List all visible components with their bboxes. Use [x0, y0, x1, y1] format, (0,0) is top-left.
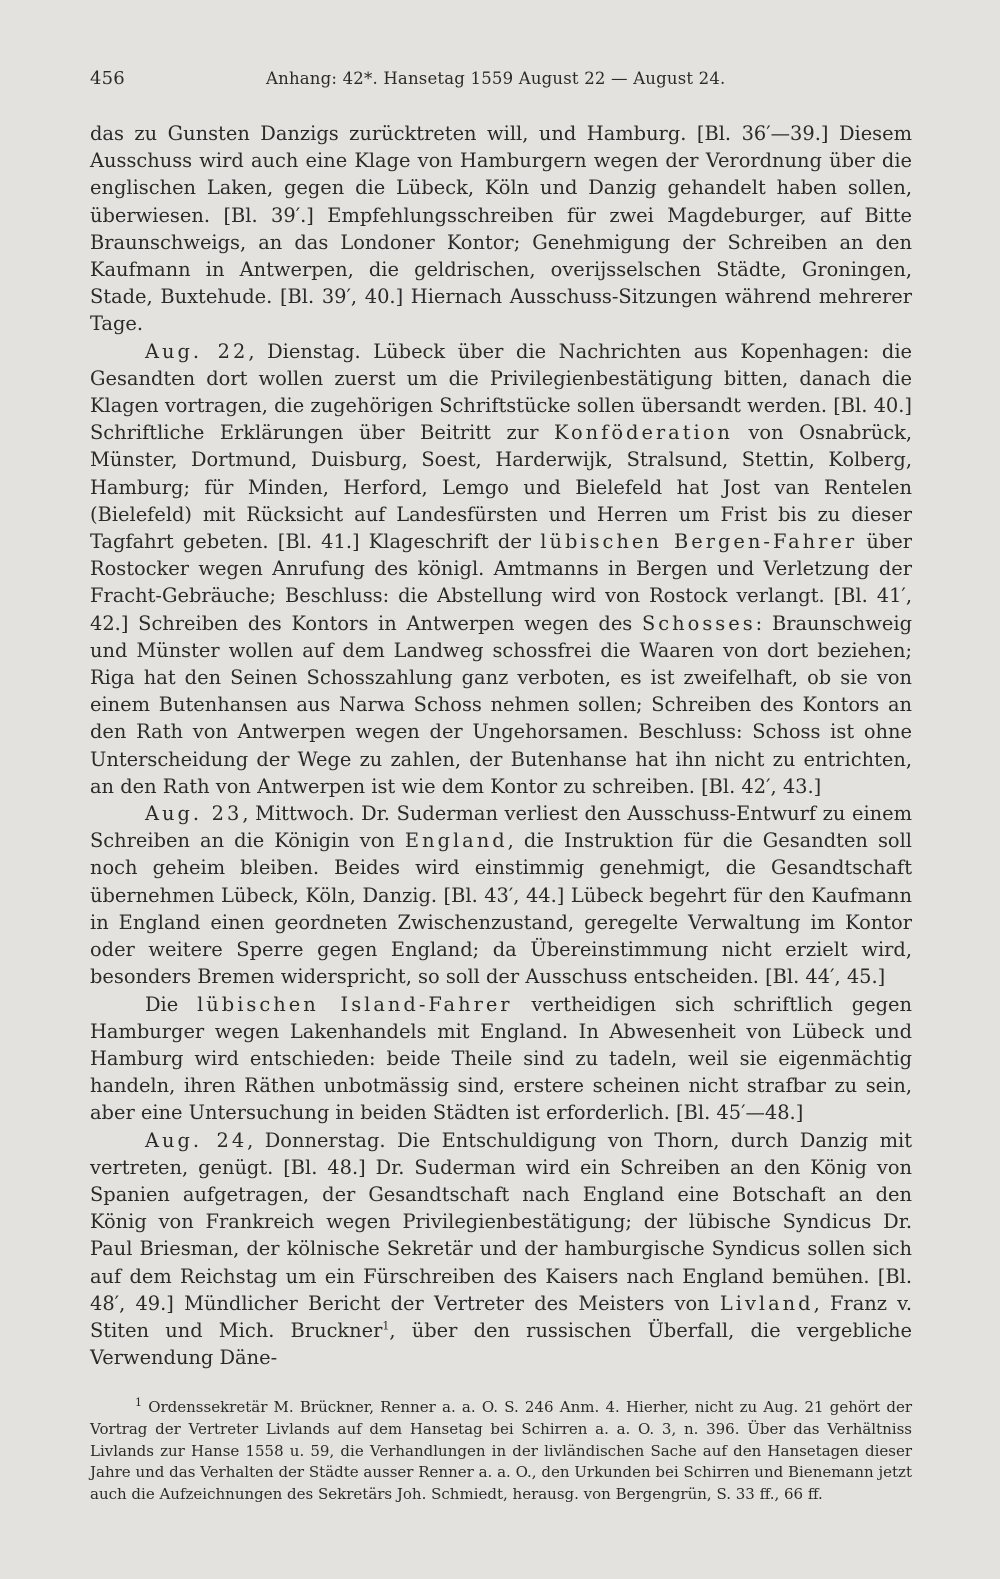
footnotes: [90, 1397, 912, 1505]
footnote-marker: 1: [382, 1319, 390, 1333]
spaced-emphasis: Aug. 24: [145, 1128, 248, 1152]
text-run: , Mittwoch. Dr. Suderman verliest den Ausschuss-Entwurf zu einem Schreiben an die Königin von: [90, 802, 912, 853]
paragraph: [90, 800, 912, 990]
text-run: von Osnabrück, Münster, Dortmund, Duisburg, Soest, Harderwijk, Stralsund, Stettin, Kolberg, Hamburg; für Minden, Herford, Lemgo und Bielefeld hat Jost van Rentelen (Bielefeld) mit Rücksicht auf Landesfürsten und Herren um Frist bis zu dieser Tagfahrt gebeten. [Bl. 41.] Klageschrift der: [90, 421, 912, 554]
text-run: vertheidigen sich schriftlich gegen Hamburger wegen Lakenhandels mit England. In Abwesenheit von Lübeck und Hamburg wird entschieden: beide Theile sind zu tadeln, weil sie eigenmächtig handeln, ihren Räthen unbotmässig sind, erstere scheinen nicht strafbar zu sein, aber eine Untersuchung in beiden Städten ist erforderlich. [Bl. 45′—48.]: [90, 992, 913, 1125]
page-number: 456: [90, 68, 125, 89]
text-run: das zu Gunsten Danzigs zurücktreten will, und Hamburg. [Bl. 36′—39.] Diesem Ausschuss wird auch eine Klage von Hamburgern wegen der Verordnung über die englischen Laken, gegen die Lübeck, Köln und Danzig gehandelt haben sollen, überwiesen. [Bl. 39′.] Empfehlungsschreiben für zwei Magdeburger, auf Bitte Braunschweigs, an das Londoner Kontor; Genehmigung der Schreiben an den Kaufmann in Antwerpen, die geldrischen, overijsselschen Städte, Groningen, Stade, Buxtehude. [Bl. 39′, 40.] Hiernach Ausschuss-Sitzungen während mehrerer Tage.: [90, 122, 912, 336]
text-run: , die Instruktion für die Gesandten soll noch geheim bleiben. Beides wird einstimmig genehmigt, die Gesandtschaft übernehmen Lübeck, Köln, Danzig. [Bl. 43′, 44.] Lübeck begehrt für den Kaufmann in England einen geordneten Zwischenzustand, geregelte Verwaltung im Kontor oder weitere Sperre gegen England; da Übereinstimmung nicht erzielt wird, besonders Bremen widerspricht, so soll der Ausschuss entscheiden. [Bl. 44′, 45.]: [90, 829, 912, 989]
spaced-emphasis: England: [404, 829, 508, 853]
running-head: [90, 68, 912, 92]
spaced-emphasis: Schosses: [642, 611, 756, 635]
main-text: [90, 120, 912, 1371]
spaced-emphasis: Livland: [719, 1291, 814, 1315]
running-title: Anhang: 42*. Hansetag 1559 August 22 — August 24.: [266, 69, 726, 88]
text-run: , Dienstag. Lübeck über die Nachrichten aus Kopenhagen: die Gesandten dort wollen zuerst um die Privilegienbestätigung bitten, danach die Klagen vortragen, die zugehörigen Schriftstücke sollen übersandt werden. [Bl. 40.] Schriftliche Erklärungen über Beitritt zur: [90, 339, 912, 445]
spaced-emphasis: Aug. 23: [145, 802, 243, 826]
text-run: über Rostocker wegen Anrufung des königl. Amtmanns in Bergen und Verletzung der Fracht-Gebräuche; Beschluss: die Abstellung wird von Rostock verlangt. [Bl. 41′, 42.] Schreiben des Kontors in Antwerpen wegen des: [90, 530, 913, 635]
text-run: , Donnerstag. Die Entschuldigung von Thorn, durch Danzig mit vertreten, genügt. [Bl. 48.] Dr. Suderman wird ein Schreiben an den König von Spanien aufgetragen, der Gesandtschaft nach England eine Botschaft an den König von Frankreich wegen Privilegienbestätigung; der lübische Syndicus Dr. Paul Briesman, der kölnische Sekretär und der hamburgische Syndicus sollen sich auf dem Reichstag um ein Fürschreiben des Kaisers nach England bemühen. [Bl. 48′, 49.] Mündlicher Bericht der Vertreter des Meisters von: [90, 1128, 913, 1315]
spaced-emphasis: Aug. 22: [145, 339, 249, 363]
text-run: , über den russischen Überfall, die vergebliche Verwendung Däne-: [90, 1318, 912, 1370]
paragraph: [90, 1127, 912, 1372]
footnote-text: Ordenssekretär M. Brückner, Renner a. a. O. S. 246 Anm. 4. Hierher, nicht zu Aug. 21 gehört der Vortrag der Vertreter Livlands auf dem Hansetag bei Schirren a. a. O. 3, n. 396. Über das Verhältniss Livlands zur Hanse 1558 u. 59, die Verhandlungen in der livländischen Sache auf den Hansetagen dieser Jahre und das Verhalten der Städte ausser Renner a. a. O., den Urkunden bei Schirren und Bienemann jetzt auch die Aufzeichnungen des Sekretärs Joh. Schmiedt, herausg. von Bergengrün, S. 33 ff., 66 ff.: [90, 1398, 912, 1503]
spaced-emphasis: lübischen Bergen-Fahrer: [540, 530, 858, 554]
text-run: , Franz v. Stiten und Mich. Bruckner: [90, 1291, 912, 1342]
text-run: Die: [145, 992, 198, 1016]
paragraph: [90, 120, 912, 338]
spaced-emphasis: Konföderation: [554, 421, 733, 445]
spaced-emphasis: lübischen Island-Fahrer: [197, 992, 513, 1016]
paragraph: [90, 338, 912, 800]
paragraph: [90, 991, 912, 1127]
footnote-number: 1: [135, 1396, 142, 1410]
footnote: [90, 1397, 912, 1505]
text-run: : Braunschweig und Münster wollen auf dem Landweg schossfrei die Waaren von dort beziehen; Riga hat den Seinen Schosszahlung ganz verboten, es ist zweifelhaft, ob sie von einem Butenhansen aus Narwa Schoss nehmen sollen; Schreiben des Kontors an den Rath von Antwerpen wegen der Ungehorsamen. Beschluss: Schoss ist ohne Unterscheidung der Wege zu zahlen, der Butenhanse hat ihn nicht zu entrichten, an den Rath von Antwerpen ist wie dem Kontor zu schreiben. [Bl. 42′, 43.]: [90, 611, 912, 798]
